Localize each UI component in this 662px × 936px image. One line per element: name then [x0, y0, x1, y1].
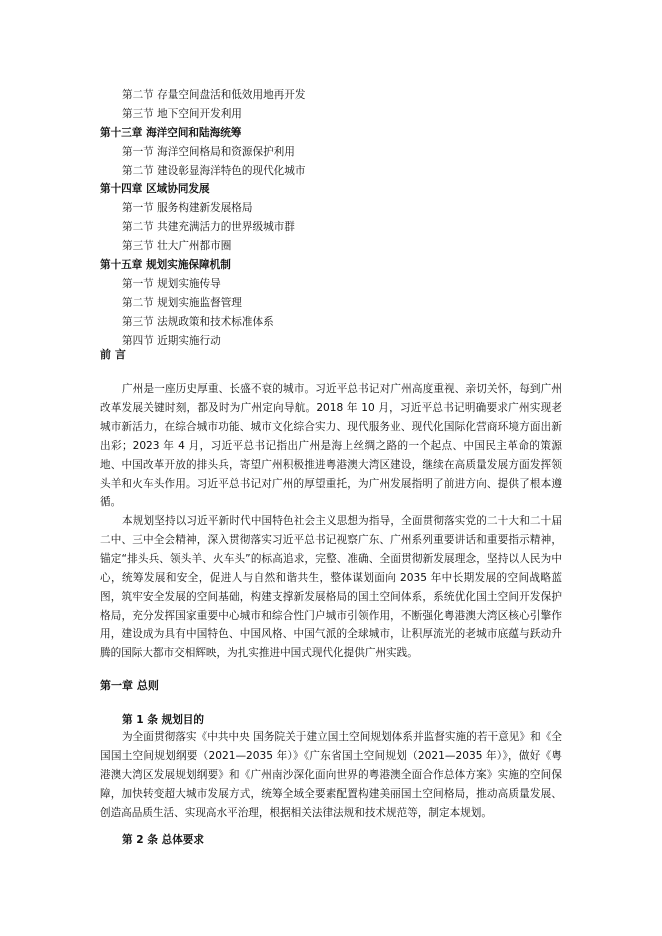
toc-section[interactable]: 第二节 建设彰显海洋特色的现代化城市: [122, 164, 306, 177]
toc-section[interactable]: 第一节 海洋空间格局和资源保护利用: [122, 145, 295, 158]
toc-section[interactable]: 第三节 壮大广州都市圈: [122, 240, 232, 253]
preface-paragraph-2: 本规划坚持以习近平新时代中国特色社会主义思想为指导，全面贯彻落实党的二十大和二十届二中、三中全会精神，深入贯彻落实习近平总书记视察广东、广州系列重要讲话和重要指示精神，锚定“排头兵、领头羊、火车头”的标高追求，完整、准确、全面贯彻新发展理念，坚持以人民为中心，统筹发展和安全，促进人与自然和谐共生，整体谋划面向 2035 年中长期发展的空间战略蓝图，筑牢安全发展的空间基础，构建支撑新发展格局的国土空间体系，系统优化国土空间开发保护格局，充分发挥国家重要中心城市和综合性门户城市引领作用，不断强化粤港澳大湾区核心引擎作用，建设成为具有中国特色、中国风格、中国气派的全球城市，让积厚流光的老城市底蕴与跃动升腾的国际大都市交相辉映，为扎实推进中国式现代化提供广州实践。: [100, 515, 562, 660]
toc-section[interactable]: 第四节 近期实施行动: [122, 334, 221, 347]
article-2-title: 第 2 条 总体要求: [122, 834, 204, 846]
toc-chapter[interactable]: 第十三章 海洋空间和陆海统筹: [100, 126, 242, 139]
table-of-contents: [100, 86, 570, 350]
toc-section[interactable]: 第二节 规划实施监督管理: [122, 296, 242, 309]
toc-section[interactable]: 第二节 存量空间盘活和低效用地再开发: [122, 89, 306, 101]
toc-section[interactable]: 第一节 规划实施传导: [122, 277, 221, 290]
article-1-title: 第 1 条 规划目的: [122, 714, 204, 726]
article-1-body: 为全面贯彻落实《中共中央 国务院关于建立国土空间规划体系并监督实施的若干意见》和《全国国土空间规划纲要（2021—2035 年）》《广东省国土空间规划（2021—2035 年）》，做好《粤港澳大湾区发展规划纲要》和《广州南沙深化面向世界的粤港澳全面合作总体方案》实施的空间保障，加快转变超大城市发展方式，统筹全域全要素配置构建美丽国土空间格局，推动高质量发展、创造高品质生活、实现高水平治理，根据相关法律法规和技术规范等，制定本规划。: [100, 731, 562, 819]
toc-section[interactable]: 第一节 服务构建新发展格局: [122, 202, 253, 215]
toc-section[interactable]: 第三节 法规政策和技术标准体系: [122, 315, 274, 328]
toc-section[interactable]: 第二节 共建充满活力的世界级城市群: [122, 221, 295, 234]
toc-section[interactable]: 第三节 地下空间开发利用: [122, 107, 242, 120]
preface-heading: 前 言: [100, 348, 126, 361]
preface-paragraph-1: 广州是一座历史厚重、长盛不衰的城市。习近平总书记对广州高度重视、亲切关怀，每到广州改革发展关键时刻，都及时为广州定向导航。2018 年 10 月，习近平总书记明确要求广州实现老城市新活力，在综合城市功能、城市文化综合实力、现代服务业、现代化国际化营商环境方面出新出彩；2023 年 4 月，习近平总书记指出广州是海上丝绸之路的一个起点、中国民主革命的策源地、中国改革开放的排头兵，寄望广州积极推进粤港澳大湾区建设，继续在高质量发展方面发挥领头羊和火车头作用。习近平总书记对广州的厚望重托，为广州发展指明了前进方向、提供了根本遵循。: [100, 383, 562, 509]
toc-chapter[interactable]: 第十五章 规划实施保障机制: [100, 259, 231, 272]
toc-chapter[interactable]: 第十四章 区域协同发展: [100, 183, 210, 196]
chapter-1-heading: 第一章 总则: [100, 679, 159, 692]
